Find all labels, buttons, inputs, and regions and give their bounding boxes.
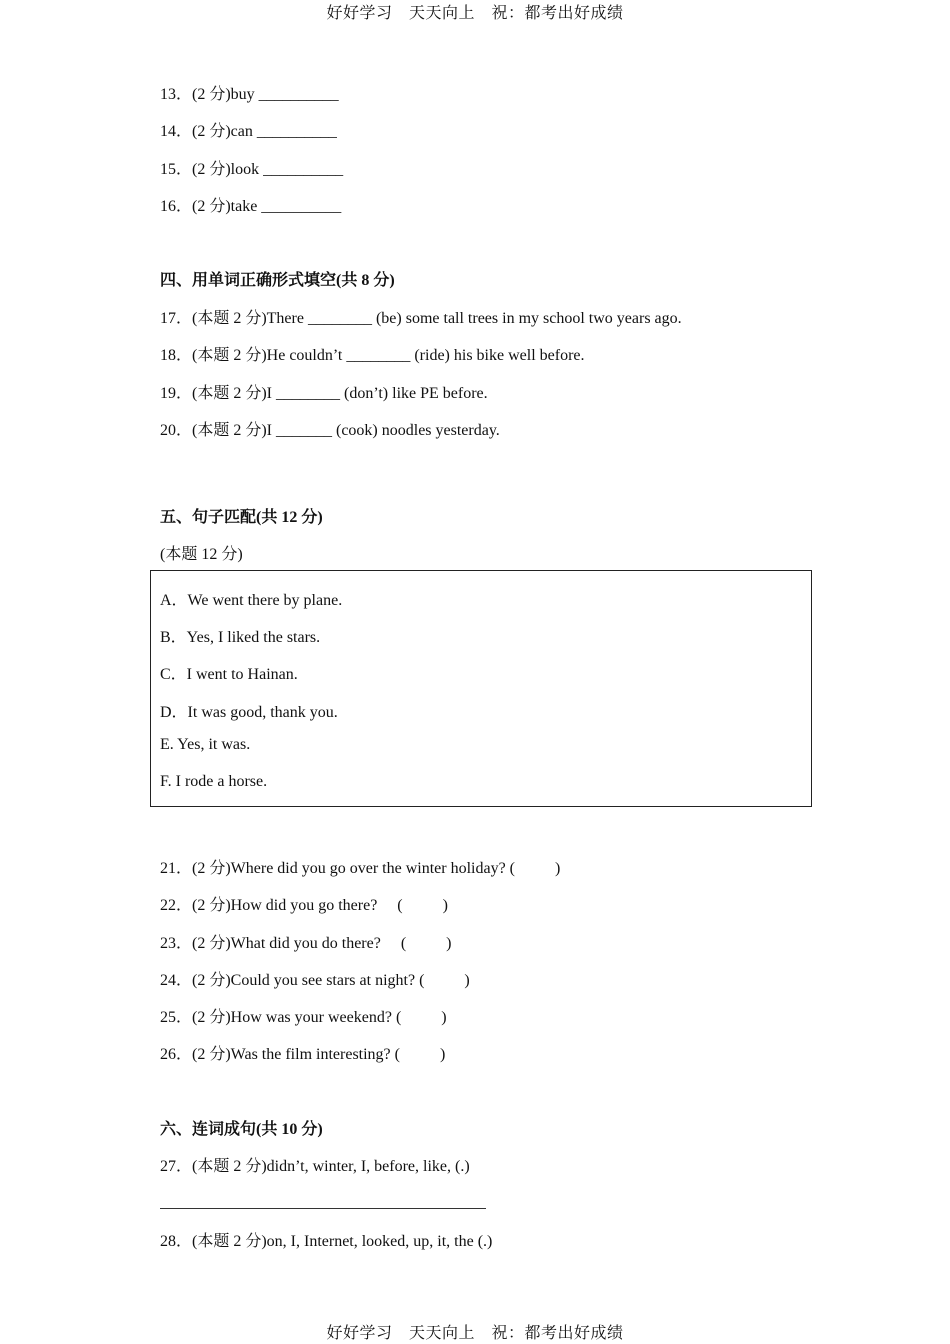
question-16: 16．(2 分)take __________ [160, 198, 342, 215]
option-a: A．We went there by plane. [160, 592, 343, 609]
option-f: F. I rode a horse. [160, 773, 268, 790]
answer-line-27[interactable] [160, 1208, 486, 1209]
question-27: 27．(本题 2 分)didn’t, winter, I, before, like, (.) [160, 1158, 470, 1175]
page-footer: 好好学习 天天向上 祝：都考出好成绩 [326, 1325, 624, 1342]
page-header: 好好学习 天天向上 祝：都考出好成绩 [326, 5, 624, 22]
question-26: 26．(2 分)Was the film interesting? ( ) [160, 1046, 446, 1063]
question-23: 23．(2 分)What did you do there? ( ) [160, 935, 452, 952]
question-17: 17．(本题 2 分)There ________ (be) some tall trees in my school two years ago. [160, 310, 682, 327]
section-5-title: 五、句子匹配(共 12 分) [160, 509, 323, 526]
question-15: 15．(2 分)look __________ [160, 161, 344, 178]
question-24: 24．(2 分)Could you see stars at night? ( ) [160, 972, 470, 989]
question-20: 20．(本题 2 分)I _______ (cook) noodles yesterday. [160, 422, 500, 439]
option-c: C．I went to Hainan. [160, 666, 298, 683]
question-22: 22．(2 分)How did you go there? ( ) [160, 897, 448, 914]
question-13: 13．(2 分)buy __________ [160, 86, 339, 103]
question-25: 25．(2 分)How was your weekend? ( ) [160, 1009, 447, 1026]
section-5-note: (本题 12 分) [160, 546, 243, 563]
option-d: D．It was good, thank you. [160, 704, 338, 721]
option-e: E. Yes, it was. [160, 736, 251, 753]
question-21: 21．(2 分)Where did you go over the winter holiday? ( ) [160, 860, 561, 877]
question-18: 18．(本题 2 分)He couldn’t ________ (ride) his bike well before. [160, 347, 585, 364]
option-b: B．Yes, I liked the stars. [160, 629, 321, 646]
question-19: 19．(本题 2 分)I ________ (don’t) like PE before. [160, 385, 488, 402]
question-28: 28．(本题 2 分)on, I, Internet, looked, up, it, the (.) [160, 1233, 493, 1250]
section-6-title: 六、连词成句(共 10 分) [160, 1121, 323, 1138]
section-4-title: 四、用单词正确形式填空(共 8 分) [160, 272, 395, 289]
options-box [150, 570, 812, 807]
question-14: 14．(2 分)can __________ [160, 123, 337, 140]
